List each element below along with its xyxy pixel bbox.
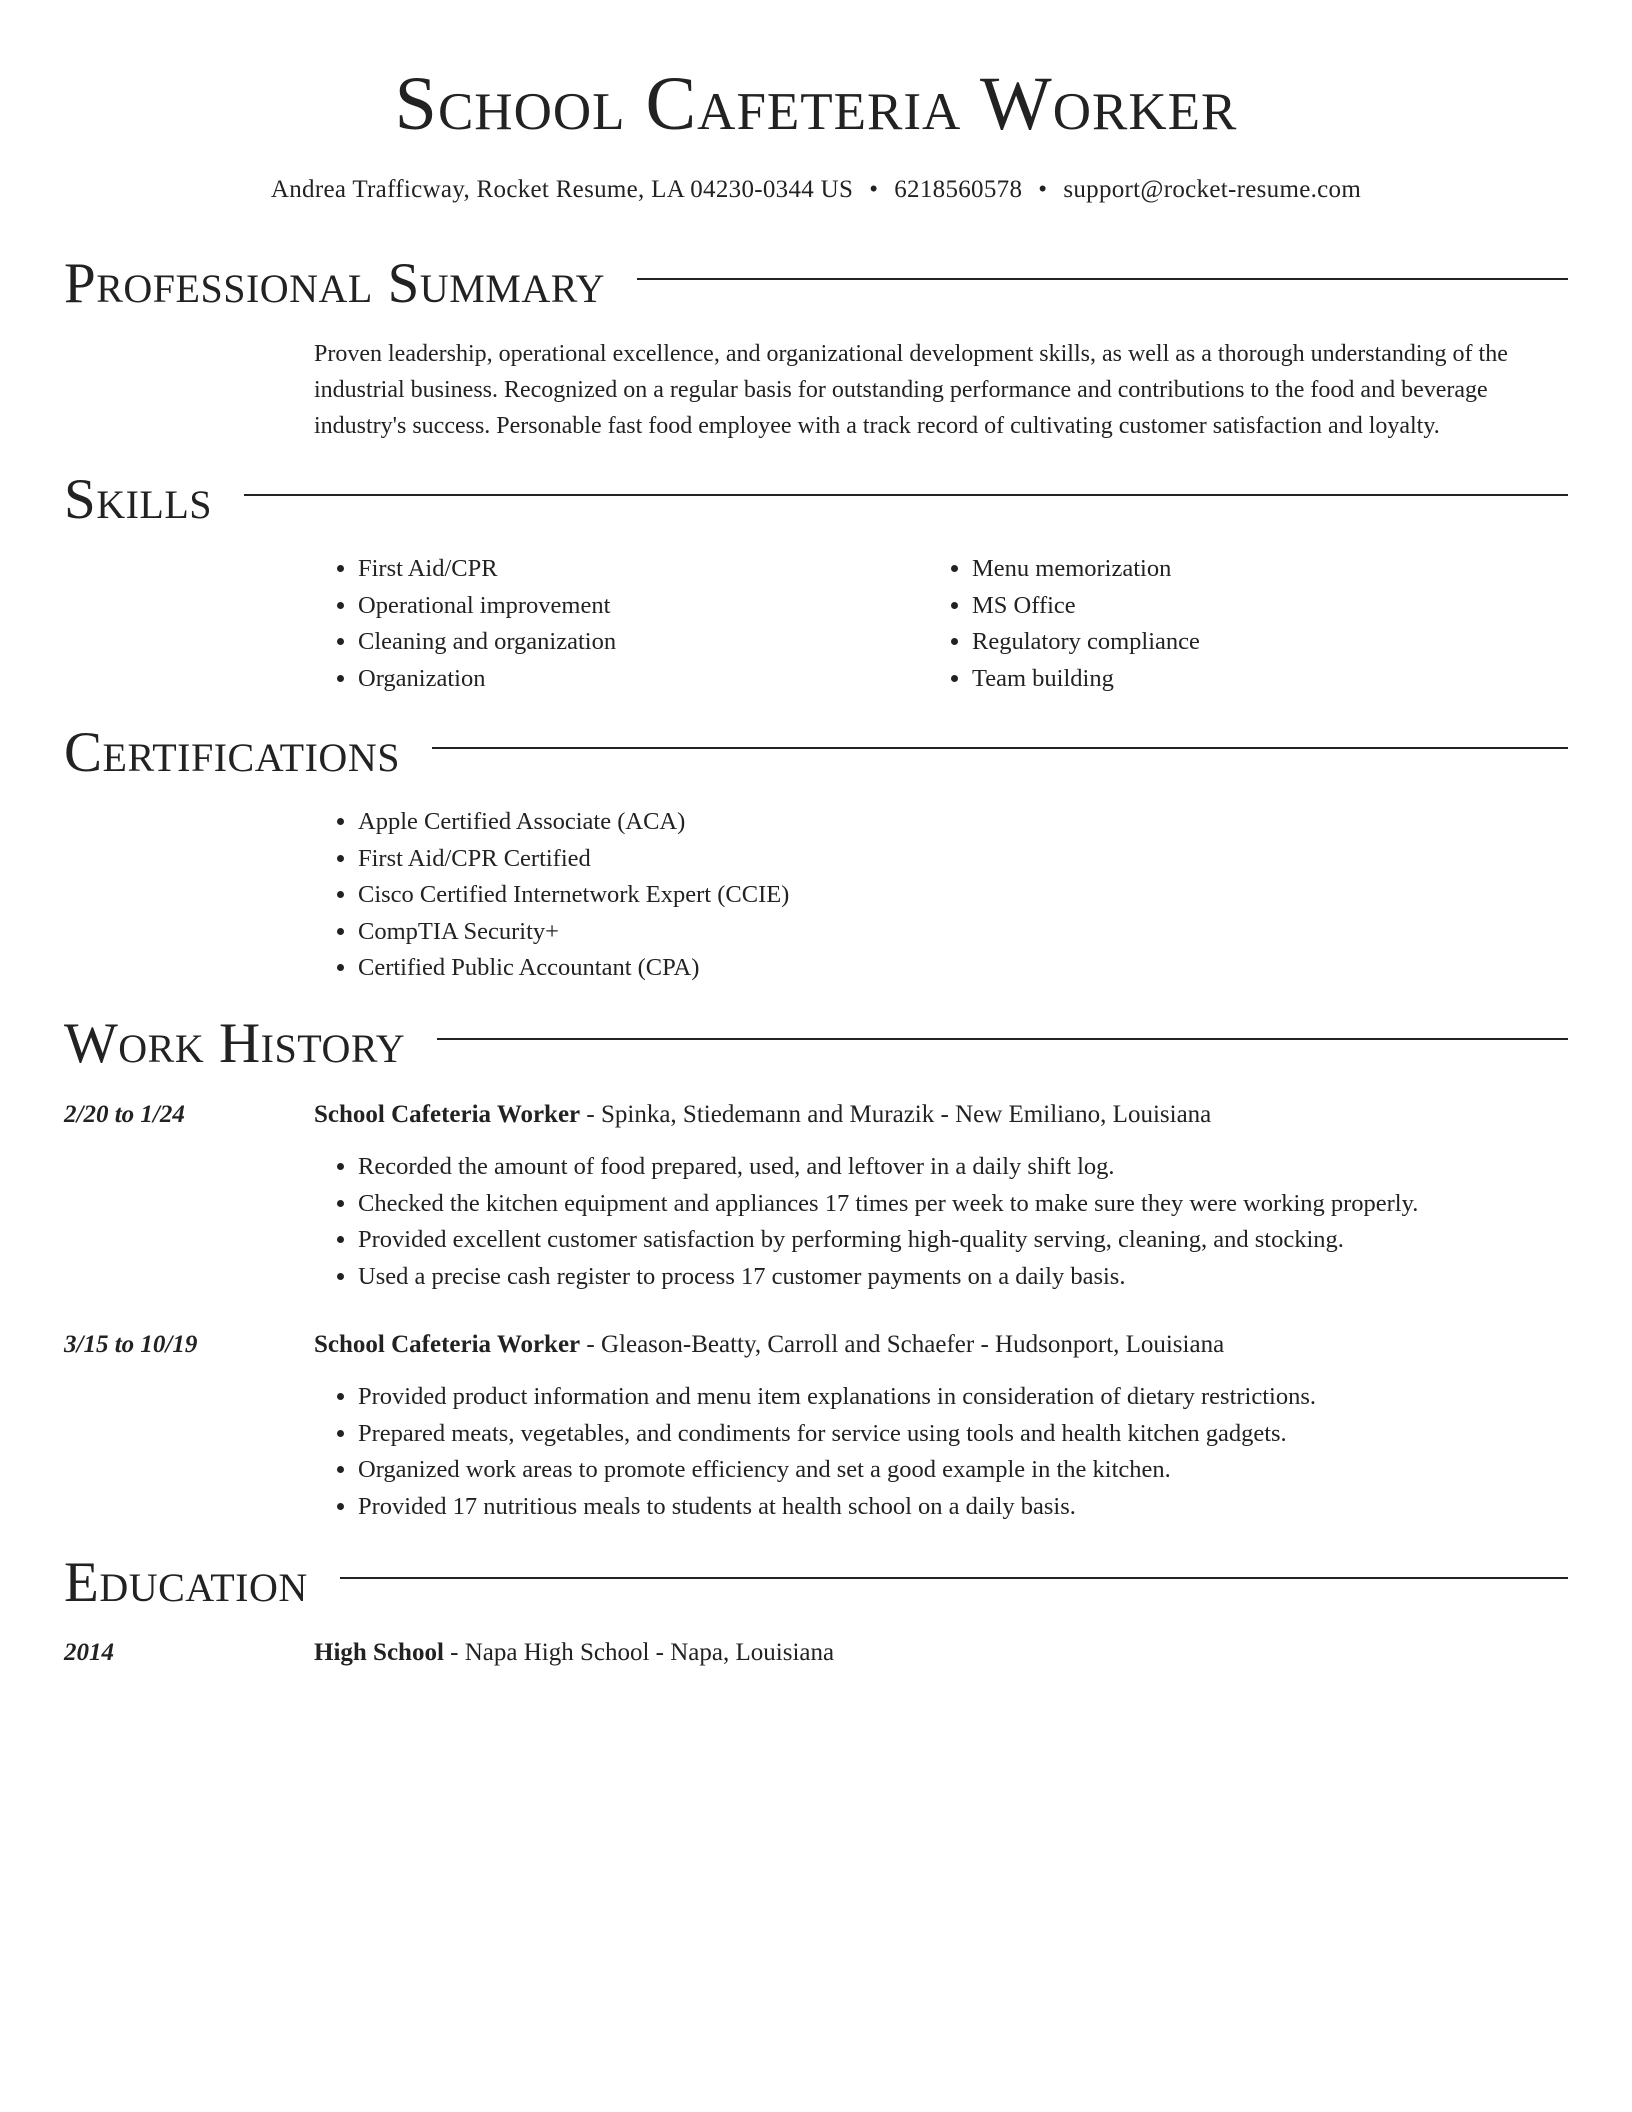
resume-name: School Cafeteria Worker (394, 62, 1238, 146)
education-heading (314, 1635, 1568, 1671)
skill-item: • MS Office (972, 588, 1568, 625)
section-divider (340, 1577, 1568, 1579)
job-heading (314, 1327, 1568, 1363)
certifications-list (314, 804, 1568, 987)
contact-separator: • (869, 176, 879, 203)
skill-item: • Menu memorization (972, 551, 1568, 588)
skills-column-right (928, 551, 1568, 697)
certification-item: • Certified Public Accountant (CPA) (358, 950, 1568, 987)
section-title-certifications: Certifications (64, 721, 400, 784)
section-title-education: Education (64, 1551, 308, 1614)
job-bullet: • Checked the kitchen equipment and appliances 17 times per week to make sure they were working properly. (358, 1186, 1568, 1223)
section-header-certifications (64, 719, 1568, 787)
contact-phone: 6218560578 (894, 176, 1023, 203)
contact-line (0, 172, 1632, 208)
job-dates: 2/20 to 1/24 (64, 1101, 185, 1128)
summary-text: Proven leadership, operational excellence, and organizational development skills, as well as a thorough understanding of the industrial business. Recognized on a regular basis for outstanding performance and contributions to the food and beverage industry's success. Personable fast food employee with a track record of cultivating customer satisfaction and loyalty. (314, 341, 1508, 439)
job-bullet: • Prepared meats, vegetables, and condiments for service using tools and health kitchen gadgets. (358, 1416, 1568, 1453)
section-header-summary (64, 250, 1568, 318)
section-title-summary: Professional Summary (64, 252, 606, 315)
skill-item: • Regulatory compliance (972, 624, 1568, 661)
job-title: School Cafeteria Worker (314, 1101, 581, 1128)
section-title-skills: Skills (64, 468, 213, 531)
job-bullet: • Provided product information and menu item explanations in consideration of dietary restrictions. (358, 1379, 1568, 1416)
section-title-work-history: Work History (64, 1012, 406, 1075)
job-heading (314, 1097, 1568, 1133)
job-responsibilities (314, 1379, 1568, 1525)
education-school-location: - Napa High School - Napa, Louisiana (443, 1639, 835, 1666)
job-bullet: • Organized work areas to promote efficiency and set a good example in the kitchen. (358, 1452, 1568, 1489)
section-divider (437, 1038, 1568, 1040)
skill-item: • First Aid/CPR (358, 551, 914, 588)
job-title: School Cafeteria Worker (314, 1331, 581, 1358)
certification-item: • Cisco Certified Internetwork Expert (CCIE) (358, 877, 1568, 914)
skill-item: • Operational improvement (358, 588, 914, 625)
job-bullet: • Recorded the amount of food prepared, used, and leftover in a daily shift log. (358, 1149, 1568, 1186)
contact-separator: • (1038, 176, 1048, 203)
contact-email: support@rocket-resume.com (1063, 176, 1362, 203)
education-degree: High School (314, 1639, 444, 1666)
certification-item: • CompTIA Security+ (358, 914, 1568, 951)
job-responsibilities (314, 1149, 1568, 1295)
job-employer-location: - Spinka, Stiedemann and Murazik - New Emiliano, Louisiana (580, 1101, 1212, 1128)
section-header-work-history (64, 1010, 1568, 1078)
education-year: 2014 (64, 1639, 114, 1666)
job-bullet: • Used a precise cash register to process 17 customer payments on a daily basis. (358, 1259, 1568, 1296)
skill-item: • Team building (972, 661, 1568, 698)
skill-item: • Cleaning and organization (358, 624, 914, 661)
certification-item: • Apple Certified Associate (ACA) (358, 804, 1568, 841)
certification-item: • First Aid/CPR Certified (358, 841, 1568, 878)
section-divider (244, 494, 1568, 496)
job-bullet: • Provided 17 nutritious meals to students at health school on a daily basis. (358, 1489, 1568, 1526)
job-employer-location: - Gleason-Beatty, Carroll and Schaefer - Hudsonport, Louisiana (580, 1331, 1225, 1358)
skill-item: • Organization (358, 661, 914, 698)
contact-address: Andrea Trafficway, Rocket Resume, LA 04230-0344 US (270, 176, 854, 203)
job-bullet: • Provided excellent customer satisfaction by performing high-quality serving, cleaning, and stocking. (358, 1222, 1568, 1259)
section-header-education (64, 1549, 1568, 1617)
section-header-skills (64, 466, 1568, 534)
skills-column-left (314, 551, 914, 697)
job-dates: 3/15 to 10/19 (64, 1331, 198, 1358)
section-divider (637, 278, 1568, 280)
section-divider (432, 747, 1568, 749)
